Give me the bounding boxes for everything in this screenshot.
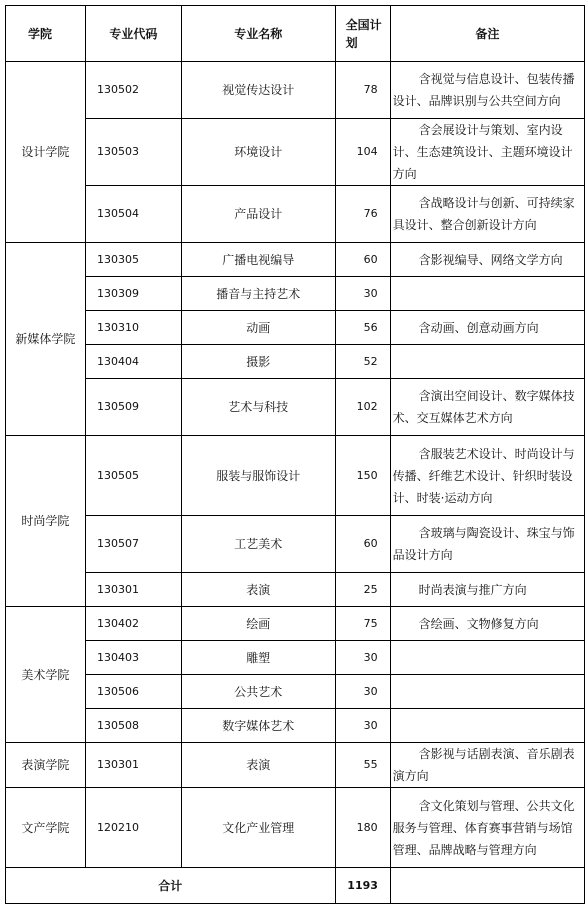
plan-cell: 78 xyxy=(335,62,390,119)
header-note: 备注 xyxy=(390,6,584,62)
name-cell: 播音与主持艺术 xyxy=(182,277,336,311)
header-plan: 全国计划 xyxy=(335,6,390,62)
code-cell: 130505 xyxy=(85,436,181,516)
plan-cell: 56 xyxy=(335,311,390,345)
note-text: 含影视与话剧表演、音乐剧表演方向 xyxy=(392,747,575,783)
name-cell: 环境设计 xyxy=(182,119,336,186)
note-cell xyxy=(390,186,584,243)
header-row xyxy=(6,6,585,62)
table-row xyxy=(6,62,585,119)
note-text: 含视觉与信息设计、包装传播设计、品牌识别与公共空间方向 xyxy=(392,72,575,108)
note-cell xyxy=(390,345,584,379)
header-name: 专业名称 xyxy=(182,6,336,62)
code-cell: 130504 xyxy=(85,186,181,243)
note-cell xyxy=(390,436,584,516)
plan-cell: 102 xyxy=(335,379,390,436)
code-cell: 130305 xyxy=(85,243,181,277)
code-cell: 130404 xyxy=(85,345,181,379)
note-text: 含演出空间设计、数字媒体技术、交互媒体艺术方向 xyxy=(392,389,575,425)
plan-cell: 52 xyxy=(335,345,390,379)
name-cell: 产品设计 xyxy=(182,186,336,243)
code-cell: 130402 xyxy=(85,607,181,641)
name-cell: 表演 xyxy=(182,573,336,607)
note-cell xyxy=(390,379,584,436)
name-cell: 服装与服饰设计 xyxy=(182,436,336,516)
name-cell: 文化产业管理 xyxy=(182,788,336,868)
plan-cell: 60 xyxy=(335,516,390,573)
plan-cell: 75 xyxy=(335,607,390,641)
name-cell: 表演 xyxy=(182,743,336,788)
code-cell: 130503 xyxy=(85,119,181,186)
code-cell: 130310 xyxy=(85,311,181,345)
plan-cell: 150 xyxy=(335,436,390,516)
plan-cell: 180 xyxy=(335,788,390,868)
code-cell: 130301 xyxy=(85,743,181,788)
code-cell: 130309 xyxy=(85,277,181,311)
note-cell xyxy=(390,277,584,311)
name-cell: 雕塑 xyxy=(182,641,336,675)
note-cell xyxy=(390,573,584,607)
enrollment-table-wrapper xyxy=(5,5,585,904)
code-cell: 130403 xyxy=(85,641,181,675)
name-cell: 艺术与科技 xyxy=(182,379,336,436)
note-cell xyxy=(390,675,584,709)
table-row xyxy=(6,119,585,186)
table-row xyxy=(6,607,585,641)
plan-cell: 60 xyxy=(335,243,390,277)
note-text: 含影视编导、网络文学方向 xyxy=(418,252,563,267)
name-cell: 公共艺术 xyxy=(182,675,336,709)
college-cell: 表演学院 xyxy=(6,743,86,788)
table-row xyxy=(6,277,585,311)
table-row xyxy=(6,186,585,243)
college-cell: 设计学院 xyxy=(6,62,86,243)
name-cell: 工艺美术 xyxy=(182,516,336,573)
name-cell: 广播电视编导 xyxy=(182,243,336,277)
note-text: 含玻璃与陶瓷设计、珠宝与饰品设计方向 xyxy=(392,526,575,562)
table-row xyxy=(6,641,585,675)
note-cell xyxy=(390,311,584,345)
table-row xyxy=(6,311,585,345)
plan-cell: 30 xyxy=(335,709,390,743)
plan-cell: 25 xyxy=(335,573,390,607)
plan-cell: 76 xyxy=(335,186,390,243)
table-row xyxy=(6,675,585,709)
note-text: 含绘画、文物修复方向 xyxy=(418,616,539,631)
note-text: 含动画、创意动画方向 xyxy=(418,320,539,335)
table-row xyxy=(6,788,585,868)
plan-cell: 55 xyxy=(335,743,390,788)
note-cell xyxy=(390,641,584,675)
table-row xyxy=(6,743,585,788)
note-cell xyxy=(390,62,584,119)
code-cell: 130507 xyxy=(85,516,181,573)
note-cell xyxy=(390,607,584,641)
code-cell: 130508 xyxy=(85,709,181,743)
header-code: 专业代码 xyxy=(85,6,181,62)
name-cell: 绘画 xyxy=(182,607,336,641)
note-cell xyxy=(390,243,584,277)
note-text: 含战略设计与创新、可持续家具设计、整合创新设计方向 xyxy=(392,196,575,232)
college-cell: 新媒体学院 xyxy=(6,243,86,436)
note-cell xyxy=(390,709,584,743)
total-value: 1193 xyxy=(335,868,390,904)
total-label: 合计 xyxy=(6,868,336,904)
code-cell: 130301 xyxy=(85,573,181,607)
name-cell: 数字媒体艺术 xyxy=(182,709,336,743)
total-note-cell xyxy=(390,868,584,904)
college-cell: 文产学院 xyxy=(6,788,86,868)
plan-cell: 30 xyxy=(335,277,390,311)
note-cell xyxy=(390,743,584,788)
plan-cell: 30 xyxy=(335,641,390,675)
note-text: 含服装艺术设计、时尚设计与传播、纤维艺术设计、针织时装设计、时装·运动方向 xyxy=(392,446,575,505)
note-text: 含会展设计与策划、室内设计、生态建筑设计、主题环境设计方向 xyxy=(392,123,573,181)
code-cell: 120210 xyxy=(85,788,181,868)
total-row xyxy=(6,868,585,904)
name-cell: 动画 xyxy=(182,311,336,345)
table-row xyxy=(6,379,585,436)
code-cell: 130506 xyxy=(85,675,181,709)
table-row xyxy=(6,243,585,277)
table-row xyxy=(6,436,585,516)
name-cell: 摄影 xyxy=(182,345,336,379)
table-row xyxy=(6,345,585,379)
plan-cell: 104 xyxy=(335,119,390,186)
name-cell: 视觉传达设计 xyxy=(182,62,336,119)
table-row xyxy=(6,516,585,573)
table-row xyxy=(6,573,585,607)
enrollment-plan-table xyxy=(5,5,585,904)
header-college: 学院 xyxy=(6,6,86,62)
note-cell xyxy=(390,119,584,186)
code-cell: 130509 xyxy=(85,379,181,436)
table-row xyxy=(6,709,585,743)
note-cell xyxy=(390,516,584,573)
code-cell: 130502 xyxy=(85,62,181,119)
plan-cell: 30 xyxy=(335,675,390,709)
note-text: 含文化策划与管理、公共文化服务与管理、体育赛事营销与场馆管理、品牌战略与管理方向 xyxy=(392,798,575,857)
note-text: 时尚表演与推广方向 xyxy=(418,582,527,597)
college-cell: 时尚学院 xyxy=(6,436,86,607)
college-cell: 美术学院 xyxy=(6,607,86,743)
note-cell xyxy=(390,788,584,868)
